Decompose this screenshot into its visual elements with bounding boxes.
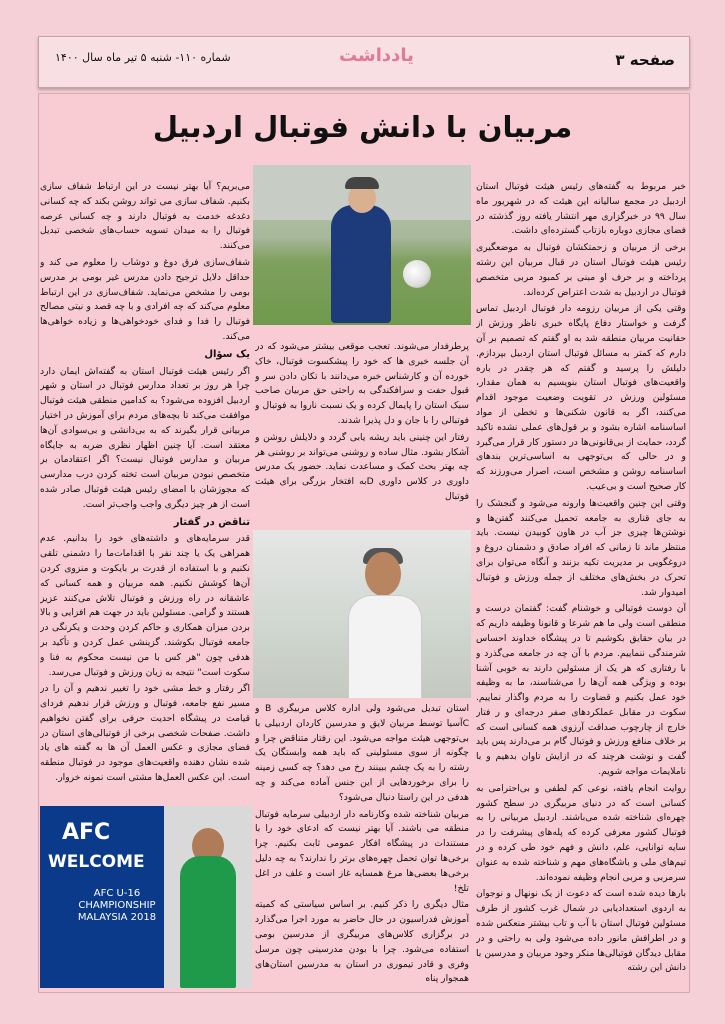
afc-event-photo [40, 806, 252, 988]
paragraph: وقتی این چنین واقعیت‌ها وارونه می‌شود و گنجشک را به جای قناری به جامعه تحمیل می‌کنند گفتن‌ها و نوشتن‌ها چیزی جز آب در هاون کوبیدن نیست. باید منتظر ماند تا زمانی که افراد صادق و دشمنان دروغ و دروغگویی بر مدیریت تکیه بزنند و آنگاه می‌توان برای تحرک در بخش‌های مختلف از جمله ورزش و فوتبال امیدوار شد. [476, 497, 686, 598]
paragraph: شفاف‌سازی فرق دوغ و دوشاب را معلوم می کند و حداقل دلایل ترجیح دادن مدرس غیر بومی بر مدرس بومی را مشخص می‌نماید. شفاف‌سازی در این ارتباط معلوم می‌کند که چه افرادی و با چه قصد و نیتی مصالح فوتبال را فدا و فدای خودخواهی‌ها و زیاده خواهی‌ها می‌کند. [40, 256, 250, 342]
page-header [38, 36, 690, 88]
coach-figure [331, 205, 391, 323]
paragraph: رفتار این چنینی باید ریشه یابی گردد و دلایلش روشن و آشکار بشود. مثال ساده و روشنی می‌تواند بر روشنی هر چه بهتر بحث کمک و مساعدت نماید. حضور یک مدرس داوری در کلاس داوری Dبه افتخار بزرگی برای هیئت فوتبال [255, 431, 469, 502]
portrait-body [348, 595, 422, 698]
paragraph: روایت انجام یافته، نوعی کم لطفی و بی‌احترامی به کسانی است که در دنیای مربیگری در سطح کشور چهره‌ای شناخته شده می‌باشند. اردبیل مربیانی را به فوتبال کشور معرفی کرده که پله‌های پیشرفت را در سایه توانایی، علم، دانش و فهم خود طی کرده و در تیم‌های ملی و باشگاه‌های مهم و شناخته شده به عنوان سرمربی و مربی انجام وظیفه نموده‌اند. [476, 782, 686, 883]
coach-portrait-photo [253, 530, 471, 698]
paragraph: پرطرفدار می‌شوند. تعجب موقعی بیشتر می‌شود که در آن جلسه خبری ها که خود را پیشکسوت فوتبال، خاک خورده آن و کارشناس خبره می‌دانند با تکان دادن سر و قبول حفت و سرافکندگی به راحتی حق مربیان صاحب سبک استان را پایمال کرده و یک نسبت ناروا به فوتبال و فوتبالی را با جان و دل پذیرا شدند. [255, 341, 469, 426]
paragraph: برخی از مربیان و زحمتکشان فوتبال به موضعگیری رئیس هیئت فوتبال استان در قبال مربیان این رشته پرداخته و بر حرف او مبنی بر کمبود مربی متخصص فوتبال در اردبیل به شدت اعتراض کرده‌اند. [476, 242, 686, 298]
person-figure [180, 856, 236, 988]
paragraph: مثال دیگری را ذکر کنیم. بر اساس سیاستی که کمیته آموزش فدراسیون در حال حاضر به مورد اجرا می‌گذارد در برگزاری کلاس‌های مربیگری از مدرسین بومی استفاده می‌شود. چرا با بودن مدرسینی چون مرسل وفری و قادر تیموری در استان به مدرسین استان‌های همجوار پناه [255, 899, 469, 984]
middle-column-top [255, 340, 469, 526]
paragraph: آن دوست فوتبالی و خوشنام گفت: گفتمان درست و منطقی است ولی ما هم شرعا و قانونا وظیفه داریم که در بیان حقایق بکوشیم تا در پیشگاه خداوند احساس شرمندگی ننماییم. مردم با آن چه در جامعه می‌گذرد و با رفتاری که هر یک از مسئولین دارند به خوبی آشنا بوده و ویژگی همه آن‌ها را می‌شناسند، ما به وظیفه خود عمل بکنیم و قضاوت را به مردم واگذار نماییم. سکوت در مقابل عملکردهای صفر درجه‌ای و ر فتار خارج از چارچوب صداقت آرزوی همه کسانی است که بر خلاف منافع ورزش و فوتبال گام بر می‌دارند پس باید گفت و نوشت هرچند که در ازایش تاوان بدهیم و با ناملایمات مواجه شویم. [476, 603, 686, 778]
welcome-text: WELCOME [48, 852, 145, 872]
coach-photo [253, 165, 471, 325]
section-title: یادداشت [339, 45, 414, 66]
cap-icon [345, 177, 379, 189]
paragraph: اگر رفتار و خط مشی خود را تغییر ندهیم و آن را در مسیر نفع جامعه، فوتبال و ورزش قرار ندهیم فردای قیامت در پیشگاه احدیت حرفی برای گفتن نخواهیم داشت. صفحات شخصی برخی از فوتبالی‌های استان در فضای مجازی و عکس العمل آن ها به گفته های یاد شده نشان دهنده واقعیت‌های موجود در فوتبال منطقه است. این عکس العمل‌ها مشتی است نمونه خروار. [40, 683, 250, 784]
page-number: صفحه ۳ [615, 51, 675, 69]
subheading: یک سؤال [204, 348, 250, 360]
right-column [476, 180, 686, 980]
paragraph: وقتی یکی از مربیان رزومه دار فوتبال اردبیل تماس گرفت و خواستار دفاع پایگاه خبری ناظر ورزش از حقانیت مربیان منطقه شد به او گفتم که تصمیم بر آن دارم که کمتر به مسائل فوتبال استان اردبیل بپردازم. دلیلش را پرسید و گفتم که هر چقدر در باره واقعیت‌های فوتبال استان بنویسیم به همان مقدار، مسئولین ورزش در تقویت وضعیت موجود اقدام می‌کنند، اگر به قانون شکنی‌ها و تخطی از مواد اساسنامه اشاره بشود و بر قول‌های عملی نشده تاکید گردد، حمایت از بی‌قانونی‌ها در دستور کار قرار می‌گیرد و در حالی که بی‌توجهی به اساسی‌ترین بندهای اساسنامه روشن و مشخص است، اصرار می‌ورزند که کار صحیح است و بی‌عیب. [476, 303, 686, 492]
middle-column-bottom [255, 702, 469, 984]
article-title: مربیان با دانش فوتبال اردبیل [152, 110, 573, 144]
left-column [40, 180, 250, 802]
afc-logo-text: AFC [62, 820, 111, 845]
paragraph: مربیان شناخته شده وکارنامه دار اردبیلی سرمایه فوتبال منطقه می باشند. آیا بهتر نیست که ادعای خود را با مستندات در پیشگاه افکار عمومی ثابت بکنیم. چرا برخی‌ها توان تحمل چهره‌های برتر را ندارند؟ به چه دلیل برخی‌ها بعضی‌ها مرغ همسایه غاز است و علف در اغل تلخ! [255, 808, 469, 894]
paragraph: خبر مربوط به گفته‌های رئیس هیئت فوتبال استان اردبیل در مجمع سالیانه این هیئت که در شهریور ماه سال ۹۹ در خبرگزاری مهر انتشار یافته روز گذشته در فضای مجازی دوباره بازتاب گسترده‌ای داشت. [476, 181, 686, 237]
championship-text: AFC U-16 CHAMPIONSHIP MALAYSIA 2018 [77, 888, 157, 923]
football-icon [403, 260, 431, 288]
paragraph: بارها دیده شده است که دعوت از یک نونهال و نوجوان به اردوی استعدادیابی در شمال غرب کشور از طرف مسئولین فوتبال استان با آب و تاب بیشتر منعکس شده و در اطرافش مانور داده می‌شود ولی به راحتی و در مقابل دیدگان فوتبالی‌ها منکر وجود مربیان و مدرسین با دانش این رشته [476, 888, 686, 974]
paragraph: می‌بریم؟ آیا بهتر نیست در این ارتباط شفاف سازی بکنیم. شفاف سازی می تواند روشن بکند که چه کسانی دغدغه خدمت به فوتبال دارند و چه کسانی عرصه فوتبال را به میدان تسویه حساب‌های شخصی تبدیل می‌کنند. [40, 181, 250, 252]
paragraph: استان تبدیل می‌شود ولی اداره کلاس مربیگری B و Cآسیا توسط مربیان لایق و مدرسین کاردان اردبیلی با بی‌توجهی هیئت مواجه می‌شود. این رفتار متناقض چرا و چگونه از سوی مسئولینی که باید همه وابستگان یک رشته را به یک چشم ببینند رخ می دهد؟ چه کسی زمینه را برای برخوردهایی از این جنس آماده می‌کند و چه هدفی در این راستا دنبال می‌شود؟ [255, 703, 469, 803]
issue-info: شماره ۱۱۰- شنبه ۵ تیر ماه سال ۱۴۰۰ [55, 51, 231, 64]
afc-banner [40, 806, 164, 988]
paragraph: اگر رئیس هیئت فوتبال استان به گفته‌اش ایمان دارد چرا هر روز بر تعداد مدارس فوتبال در استان و شهر اردبیل افزوده می‌شود؟ به کدامین منطقی هیئت فوتبال موافقت می‌کند تا بچه‌های مردم برای آموزش در اختیار مربیانی قرار بگیرند که به بی‌دانشی و بی‌سوادی آن‌ها معتقد است. آیا چنین اظهار نظری ضربه به جایگاه مربیان و مدارس فوتبال نیست؟ اگر اعتقادمان بر متخصص نبودن مربیان است تخته کردن درب مدارسی که مجوزشان با امضای رئیس هیئت فوتبال صادر شده است از هر چیز دیگری واجب واجب‌تر است. [40, 365, 250, 510]
subheading: تناقض در گفتار [173, 516, 250, 528]
paragraph: قدر سرمایه‌های و داشته‌های خود را بدانیم. عدم همراهی یک یا چند نفر با اقدامات‌ما را دشمنی تلقی نکنیم و با استفاده از قدرت بر بایکوت و منزوی کردن آن‌ها کوشش نکنیم. همه مربیان و همه کسانی که عاشقانه در راه ورزش و فوتبال تلاش می‌کنند عزیز هستند و گرامی. مسئولین باید در جهت هم افزایی و بالا بردن میزان همکاری و حاکم کردن وحدت و یکرنگی در جامعه فوتبال بکوشند. گزینشی عمل کردن و تأکید بر هدفی چون "هر کس با من نیست محکوم به فنا و سکوت است" نتیجه به زیان ورزش و فوتبال می‌رسد. [40, 533, 250, 678]
portrait-head [365, 552, 401, 596]
